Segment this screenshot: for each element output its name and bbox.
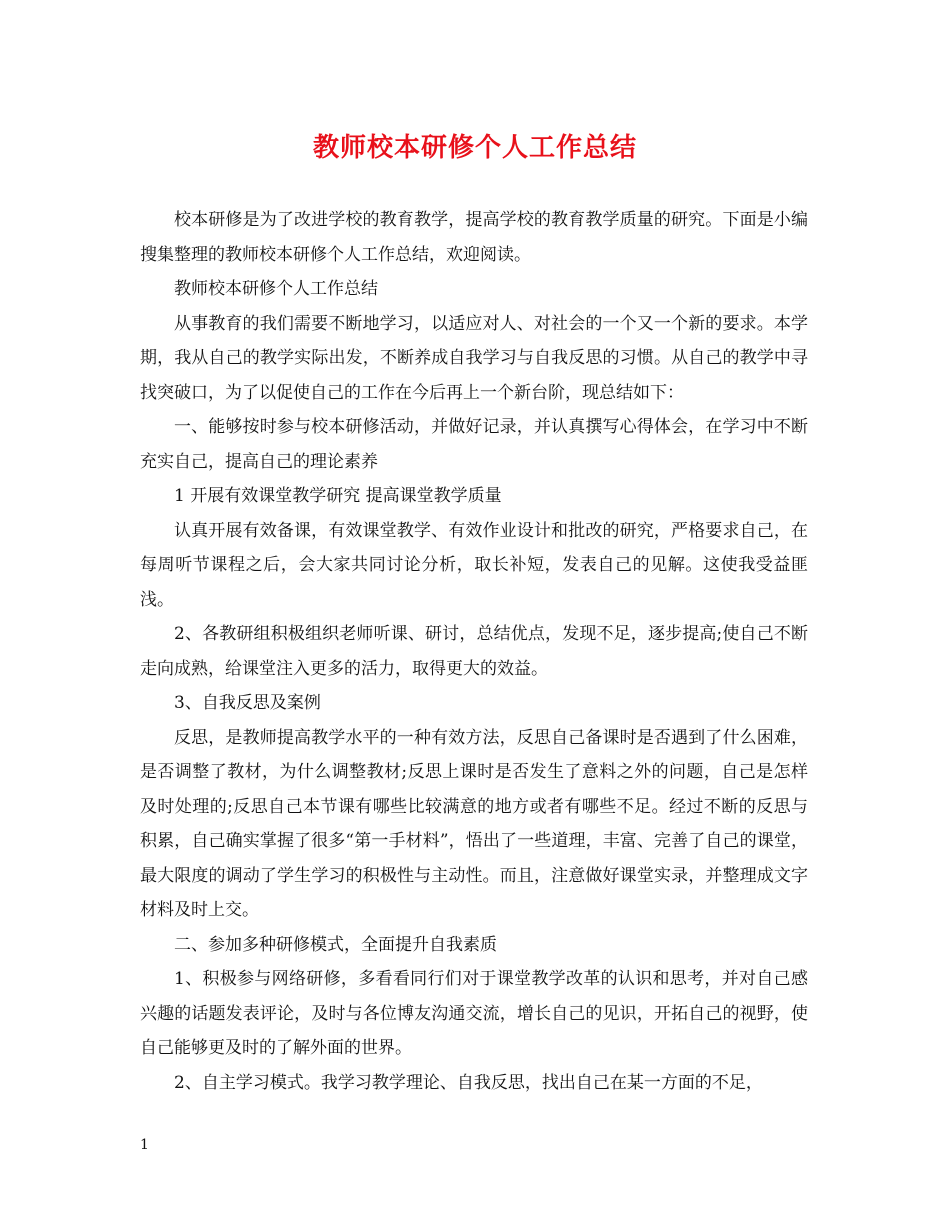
paragraph: 1 开展有效课堂教学研究 提高课堂教学质量 — [174, 486, 502, 506]
page-number: 1 — [140, 1137, 149, 1153]
document-body — [140, 203, 808, 1100]
paragraph: 反思，是教师提高教学水平的一种有效方法，反思自己备课时是否遇到了什么困难，是否调整了教材，为什么调整教材;反思上课时是否发生了意料之外的问题，自己是怎样及时处理的;反思自己本节课有哪些比较满意的地方或者有哪些不足。经过不断的反思与积累，自己确实掌握了很多“第一手材料”，悟出了一些道理，丰富、完善了自己的课堂，最大限度的调动了学生学习的积极性与主动性。而且，注意做好课堂实录，并整理成文字材料及时上交。 — [140, 727, 808, 920]
paragraph: 一、能够按时参与校本研修活动，并做好记录，并认真撰写心得体会，在学习中不断充实自己，提高自己的理论素养 — [140, 417, 808, 472]
paragraph: 1、积极参与网络研修，多看看同行们对于课堂教学改革的认识和思考，并对自己感兴趣的话题发表评论，及时与各位博友沟通交流，增长自己的见识，开拓自己的视野，使自己能够更及时的了解外面的世界。 — [140, 969, 808, 1058]
paragraph: 2、自主学习模式。我学习教学理论、自我反思，找出自己在某一方面的不足， — [174, 1072, 763, 1093]
paragraph: 从事教育的我们需要不断地学习，以适应对人、对社会的一个又一个新的要求。本学期，我从自己的教学实际出发，不断养成自我学习与自我反思的习惯。从自己的教学中寻找突破口，为了以促使自己的工作在今后再上一个新台阶，现总结如下： — [140, 313, 808, 403]
paragraph: 3、自我反思及案例 — [174, 693, 321, 713]
paragraph: 二、参加多种研修模式，全面提升自我素质 — [174, 934, 497, 955]
document-title: 教师校本研修个人工作总结 — [312, 133, 637, 163]
paragraph: 校本研修是为了改进学校的教育教学，提高学校的教育教学质量的研究。下面是小编搜集整理的教师校本研修个人工作总结，欢迎阅读。 — [140, 210, 808, 265]
paragraph: 认真开展有效备课，有效课堂教学、有效作业设计和批改的研究，严格要求自己，在每周听节课程之后，会大家共同讨论分析，取长补短，发表自己的见解。这使我受益匪浅。 — [140, 520, 808, 610]
paragraph: 教师校本研修个人工作总结 — [174, 279, 378, 299]
paragraph: 2、各教研组积极组织老师听课、研讨，总结优点，发现不足，逐步提高;使自己不断走向成熟，给课堂注入更多的活力，取得更大的效益。 — [140, 624, 808, 679]
